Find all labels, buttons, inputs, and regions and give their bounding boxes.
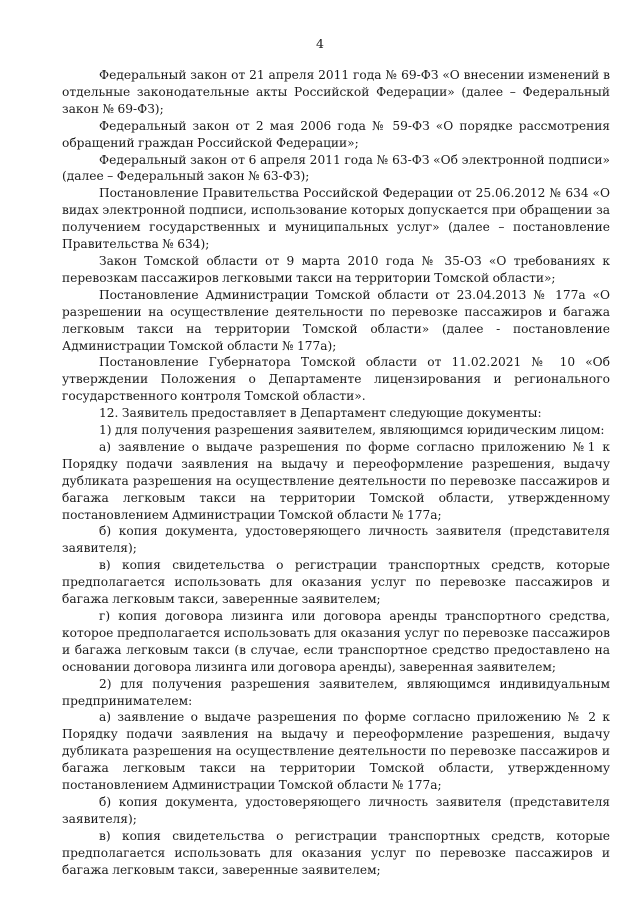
paragraph-law-69fz: Федеральный закон от 21 апреля 2011 года № 69-ФЗ «О внесении изменений в отдельные законодательные акты Российской Федерации» (далее – Федеральный закон № 69-ФЗ); — [62, 68, 610, 116]
paragraph-section-12-heading: 12. Заявитель предоставляет в Департамент следующие документы: — [99, 406, 542, 421]
paragraph-item-2a-application: а) заявление о выдаче разрешения по форме согласно приложению № 2 к Порядку подачи заявления на выдачу и переоформление разрешения, выдачу дубликата разрешения на осуществление деятельности по перевозке пассажиров и багажа легковым такси на территории Томской области, утвержденному постановлением Администрации Томской области № 177а; — [62, 710, 610, 793]
paragraph-administration-decree-177a: Постановление Администрации Томской области от 23.04.2013 № 177а «О разрешении на осуществление деятельности по перевозке пассажиров и багажа легковым такси на территории Томской области» (далее - постановление Администрации Томской области № 177а); — [62, 287, 610, 353]
paragraph-item-1-legal-entity: 1) для получения разрешения заявителем, являющимся юридическим лицом: — [99, 423, 605, 438]
paragraph-law-59fz: Федеральный закон от 2 мая 2006 года № 59-ФЗ «О порядке рассмотрения обращений граждан Российской Федерации»; — [62, 118, 610, 150]
paragraph-government-decree-634: Постановление Правительства Российской Федерации от 25.06.2012 № 634 «О видах электронной подписи, использование которых допускается при обращении за получением государственных и муниципальных услуг» (далее – постановление Правительства № 634); — [62, 186, 610, 252]
paragraph-item-2-entrepreneur: 2) для получения разрешения заявителем, являющимся индивидуальным предпринимателем: — [62, 676, 610, 708]
paragraph-item-1v-registration-copy: в) копия свидетельства о регистрации транспортных средств, которые предполагается использовать для оказания услуг по перевозке пассажиров и багажа легковым такси, заверенные заявителем; — [62, 558, 610, 607]
paragraph-tomsk-law-35oz: Закон Томской области от 9 марта 2010 года № 35-ОЗ «О требованиях к перевозкам пассажиров легковыми такси на территории Томской области»; — [62, 253, 610, 285]
page-number: 4 — [316, 36, 324, 51]
paragraph-law-63fz: Федеральный закон от 6 апреля 2011 года № 63-ФЗ «Об электронной подписи» (далее – Федеральный закон № 63-ФЗ); — [62, 152, 610, 184]
paragraph-item-2b-identity-copy: б) копия документа, удостоверяющего личность заявителя (представителя заявителя); — [62, 794, 610, 826]
paragraph-item-1b-identity-copy: б) копия документа, удостоверяющего личность заявителя (представителя заявителя); — [62, 524, 610, 556]
paragraph-item-1g-lease-copy: г) копия договора лизинга или договора аренды транспортного средства, которое предполагается использовать для оказания услуг по перевозке пассажиров и багажа легковым такси (в случае, если транспортное средство предоставлено на основании договора лизинга или договора аренды), заверенная заявителем; — [62, 609, 610, 674]
paragraph-item-1a-application: а) заявление о выдаче разрешения по форме согласно приложению №1 к Порядку подачи заявления на выдачу и переоформление разрешения, выдачу дубликата разрешения на осуществление деятельности по перевозке пассажиров и багажа легковым такси на территории Томской области, утвержденному постановлением Администрации Томской области № 177а; — [62, 439, 610, 522]
document-body — [62, 67, 610, 879]
paragraph-governor-decree-10: Постановление Губернатора Томской области от 11.02.2021 № 10 «Об утверждении Положения о Департаменте лицензирования и регионального государственного контроля Томской области». — [62, 355, 610, 404]
paragraph-item-2v-registration-copy: в) копия свидетельства о регистрации транспортных средств, которые предполагается использовать для оказания услуг по перевозке пассажиров и багажа легковым такси, заверенные заявителем; — [62, 828, 610, 877]
